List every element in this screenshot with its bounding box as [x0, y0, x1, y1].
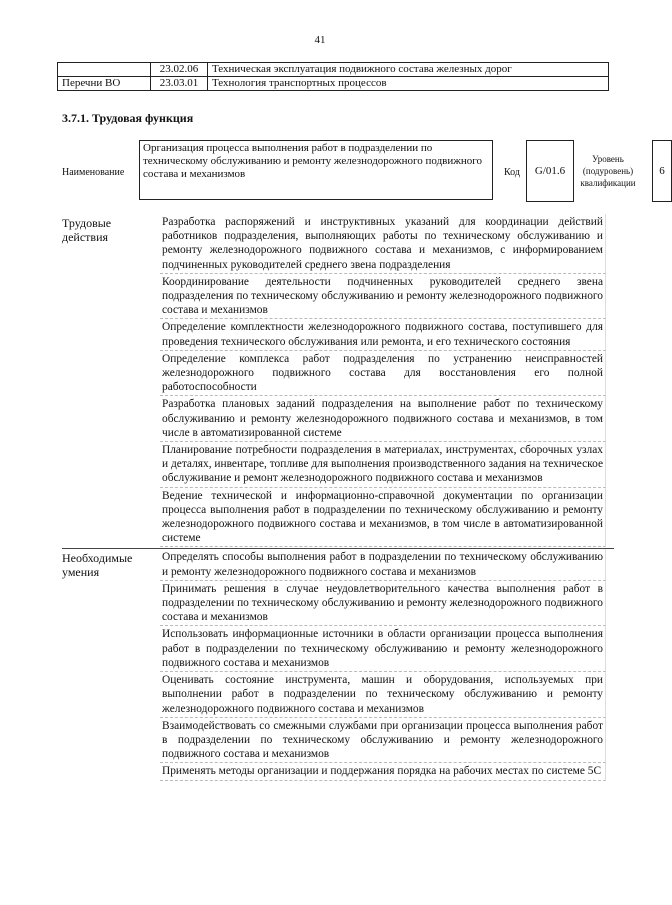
function-code: G/01.6 — [526, 140, 574, 202]
list-item: Определение комплектности железнодорожного подвижного состава, поступившего для проведения технического обслуживания или ремонта, и его технического состояния — [160, 319, 606, 350]
list-item: Определять способы выполнения работ в подразделении по техническому обслуживанию и ремонту железнодорожного подвижного состава и механизмов — [160, 549, 606, 580]
function-table — [62, 214, 614, 781]
group-label: Необходимые умения — [62, 551, 133, 580]
list-item: Ведение технической и информационно-справочной документации по организации процесса выполнения работ в подразделении по техническому обслуживанию и ремонту железнодорожного подвижного состава и механизмов, в том числе в автоматизированной системе — [160, 488, 606, 548]
function-name: Организация процесса выполнения работ в подразделении по техническому обслуживанию и ремонту железнодорожного подвижного состава и механизмов — [139, 140, 493, 200]
table-row — [58, 77, 609, 91]
list-item: Разработка распоряжений и инструктивных указаний для координации действий работников подразделения, выполняющих работы по техническому обслуживанию и ремонту железнодорожного подвижного состава и механизмов, с информированием подчиненных руководителей среднего звена подразделения — [160, 214, 606, 274]
section-title: 3.7.1. Трудовая функция — [62, 111, 194, 125]
program-code: 23.02.06 — [151, 63, 208, 77]
level-label: Уровень (подуровень) квалификации — [580, 154, 636, 188]
list-item: Применять методы организации и поддержания порядка на рабочих местах по системе 5С — [160, 763, 606, 780]
list-item: Координирование деятельности подчиненных руководителей среднего звена подразделения по техническому обслуживанию и ремонту железнодорожного подвижного состава и механизмов — [160, 274, 606, 320]
list-item: Взаимодействовать со смежными службами при организации процесса выполнения работ в подразделении по техническому обслуживанию и ремонту железнодорожного подвижного состава и механизмов — [160, 718, 606, 764]
program-name: Технология транспортных процессов — [208, 77, 609, 91]
table-cell: Перечни ВО — [58, 77, 151, 91]
list-item: Использовать информационные источники в области организации процесса выполнения работ в подразделении по техническому обслуживанию и ремонту железнодорожного подвижного состава и механизмов — [160, 626, 606, 672]
page-number: 41 — [314, 34, 326, 46]
list-item: Принимать решения в случае неудовлетворительного качества выполнения работ в подразделении по техническому обслуживанию и ремонту железнодорожного подвижного состава и механизмов — [160, 581, 606, 627]
skills-group — [62, 549, 614, 780]
qualification-level: 6 — [652, 140, 672, 202]
group-label: Трудовые действия — [62, 216, 112, 244]
table-cell — [58, 63, 151, 77]
list-item: Определение комплекса работ подразделения по устранению неисправностей железнодорожного подвижного состава для восстановления его полной работоспособности — [160, 351, 606, 397]
program-name: Техническая эксплуатация подвижного состава железных дорог — [208, 63, 609, 77]
group-items — [160, 549, 606, 780]
group-items — [160, 214, 606, 547]
function-header — [62, 136, 665, 202]
list-item: Разработка плановых заданий подразделения на выполнение работ по техническому обслуживанию и ремонту железнодорожного подвижного состава и механизмов, в том числе в автоматизированной системе — [160, 396, 606, 442]
name-label: Наименование — [62, 167, 125, 178]
list-item: Планирование потребности подразделения в материалах, инструментах, сборочных узлах и деталях, инвентаре, топливе для выполнения производственного задания на техническое обслуживание и ремонт железнодорожного подвижного состава и механизмов — [160, 442, 606, 488]
code-label: Код — [504, 167, 520, 178]
labor-actions-group — [62, 214, 614, 547]
program-code: 23.03.01 — [151, 77, 208, 91]
table-row — [58, 63, 609, 77]
list-item: Оценивать состояние инструмента, машин и оборудования, используемых при выполнении работ в подразделении по техническому обслуживанию и ремонту железнодорожного подвижного состава и механизмов — [160, 672, 606, 718]
education-programs-table — [57, 62, 609, 91]
